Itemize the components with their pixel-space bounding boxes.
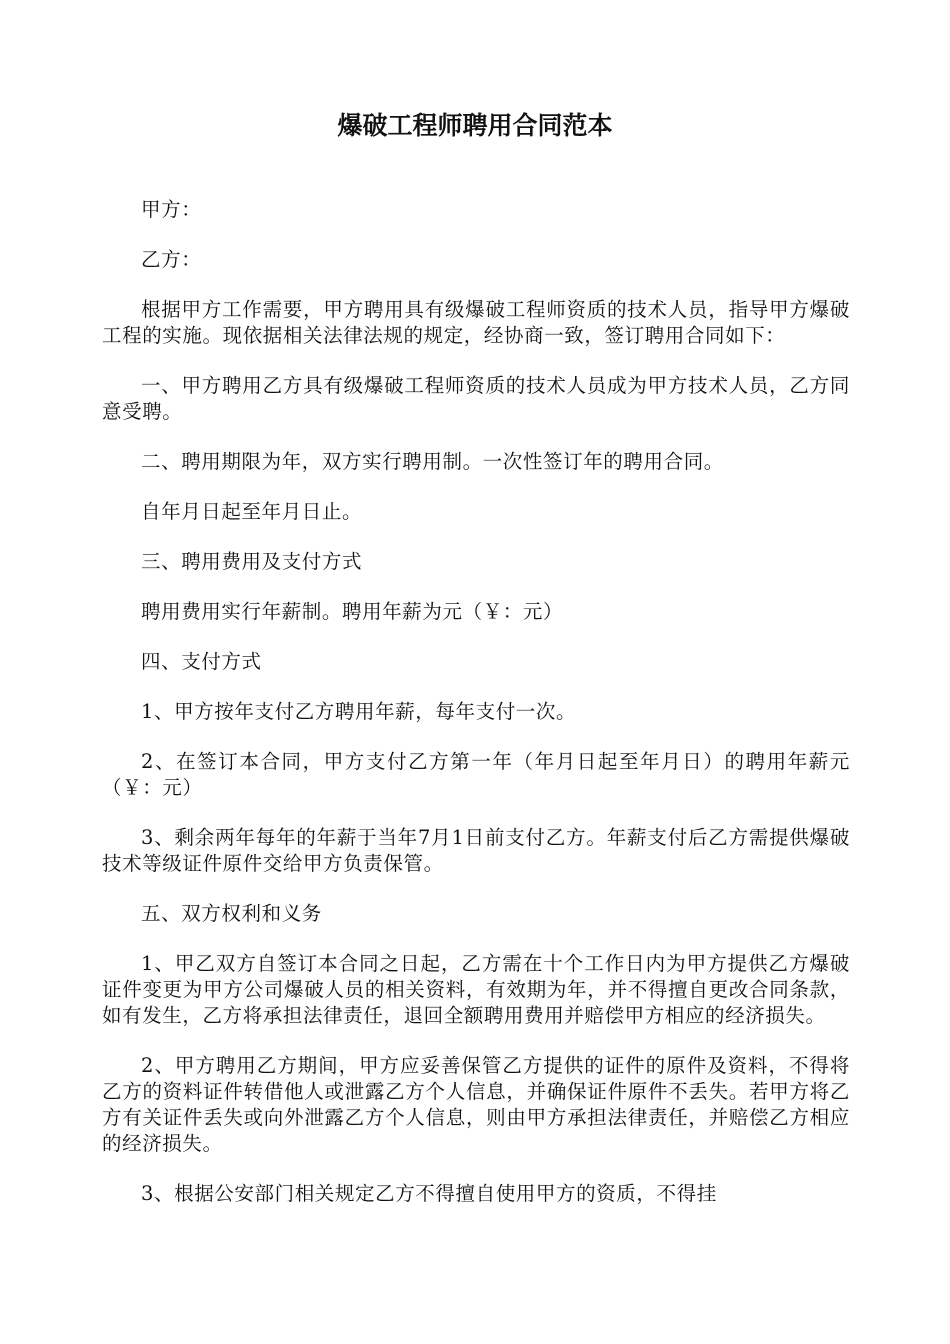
- obligation-item-2: 2、甲方聘用乙方期间，甲方应妥善保管乙方提供的证件的原件及资料，不得将乙方的资料证件转借他人或泄露乙方个人信息，并确保证件原件不丢失。若甲方将乙方有关证件丢失或向外泄露乙方个人信息，则由甲方承担法律责任，并赔偿乙方相应的经济损失。: [102, 1054, 850, 1155]
- obligation-item-1: 1、甲乙双方自签订本合同之日起，乙方需在十个工作日内为甲方提供乙方爆破证件变更为甲方公司爆破人员的相关资料，有效期为年，并不得擅自更改合同条款，如有发生，乙方将承担法律责任，退回全额聘用费用并赔偿甲方相应的经济损失。: [102, 952, 850, 1027]
- term-dates-paragraph: 自年月日起至年月日止。: [141, 500, 363, 523]
- party-a-line: 甲方：: [141, 198, 202, 221]
- obligation-item-3: 3、根据公安部门相关规定乙方不得擅自使用甲方的资质，不得挂: [141, 1182, 717, 1205]
- clause-5-heading: 五、双方权利和义务: [141, 902, 322, 925]
- party-b-line: 乙方：: [141, 248, 202, 271]
- clause-3-heading: 三、聘用费用及支付方式: [141, 550, 363, 573]
- clause-1-paragraph: 一、甲方聘用乙方具有级爆破工程师资质的技术人员成为甲方技术人员，乙方同意受聘。: [102, 374, 850, 423]
- payment-item-1: 1、甲方按年支付乙方聘用年薪，每年支付一次。: [141, 700, 577, 723]
- document-title: 爆破工程师聘用合同范本: [337, 111, 613, 140]
- preamble-paragraph: 根据甲方工作需要，甲方聘用具有级爆破工程师资质的技术人员，指导甲方爆破工程的实施。现依据相关法律法规的规定，经协商一致，签订聘用合同如下：: [102, 298, 850, 347]
- document-body: [102, 197, 850, 1231]
- payment-item-2: 2、在签订本合同，甲方支付乙方第一年（年月日起至年月日）的聘用年薪元（￥：元）: [102, 750, 850, 799]
- salary-paragraph: 聘用费用实行年薪制。聘用年薪为元（￥：元）: [141, 600, 564, 623]
- payment-item-3: 3、剩余两年每年的年薪于当年7月1日前支付乙方。年薪支付后乙方需提供爆破技术等级证件原件交给甲方负责保管。: [102, 826, 850, 875]
- clause-2-paragraph: 二、聘用期限为年，双方实行聘用制。一次性签订年的聘用合同。: [141, 450, 724, 473]
- clause-4-heading: 四、支付方式: [141, 650, 262, 673]
